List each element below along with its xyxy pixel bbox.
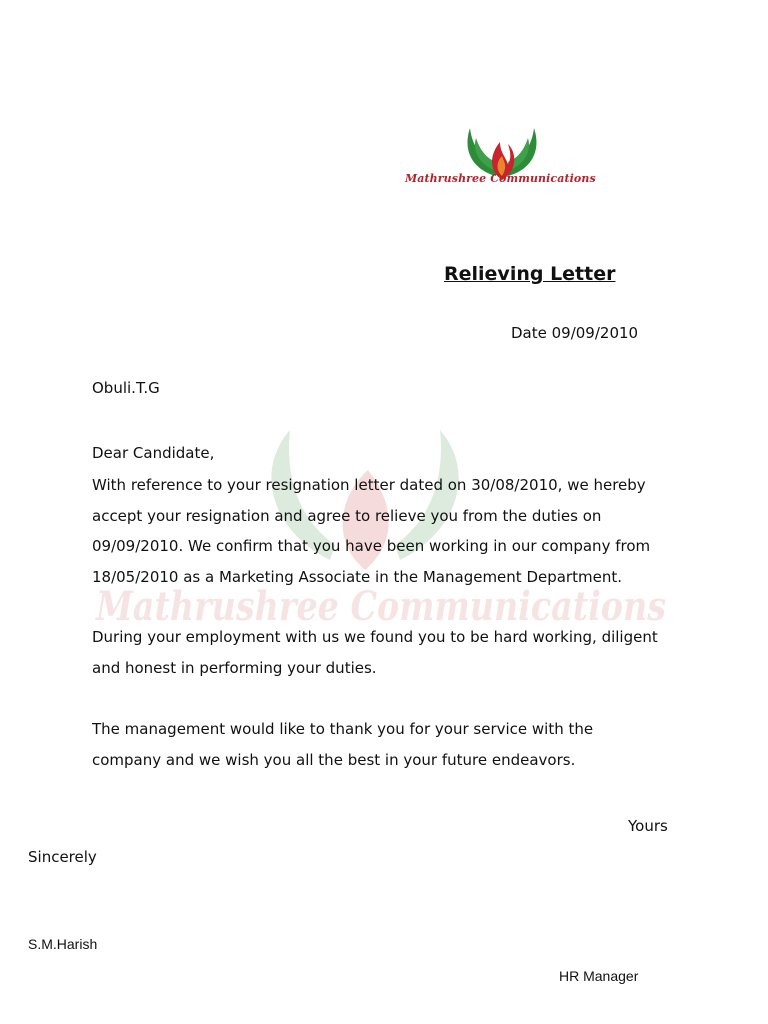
body-line: 09/09/2010. We confirm that you have been working in our company from [92, 537, 651, 555]
closing-yours: Yours [628, 817, 668, 835]
body-line: company and we wish you all the best in your future endeavors. [92, 750, 576, 769]
body-paragraph [92, 470, 738, 592]
signatory-designation: HR Manager [559, 968, 639, 984]
body-line: accept your resignation and agree to relieve you from the duties on [92, 506, 602, 525]
body-paragraph [92, 622, 738, 683]
recipient-name: Obuli.T.G [92, 379, 160, 397]
signatory-name: S.M.Harish [28, 936, 98, 952]
body-line: 18/05/2010 as a Marketing Associate in the Management Department. [92, 567, 622, 586]
body-paragraph [92, 714, 738, 775]
body-line: The management would like to thank you for your service with the [92, 720, 594, 738]
body-line: and honest in performing your duties. [92, 658, 377, 677]
body-line: During your employment with us we found you to be hard working, diligent [92, 628, 658, 646]
salutation: Dear Candidate, [92, 444, 215, 462]
closing-sincerely: Sincerely [28, 848, 97, 866]
watermark-wordmark: Mathrushree Communications [94, 583, 667, 630]
body-line: With reference to your resignation letter dated on 30/08/2010, we hereby [92, 476, 646, 494]
letter-title: Relieving Letter [444, 263, 616, 285]
letter-date: Date 09/09/2010 [511, 324, 639, 342]
company-wordmark: Mathrushree Communications [405, 172, 596, 185]
